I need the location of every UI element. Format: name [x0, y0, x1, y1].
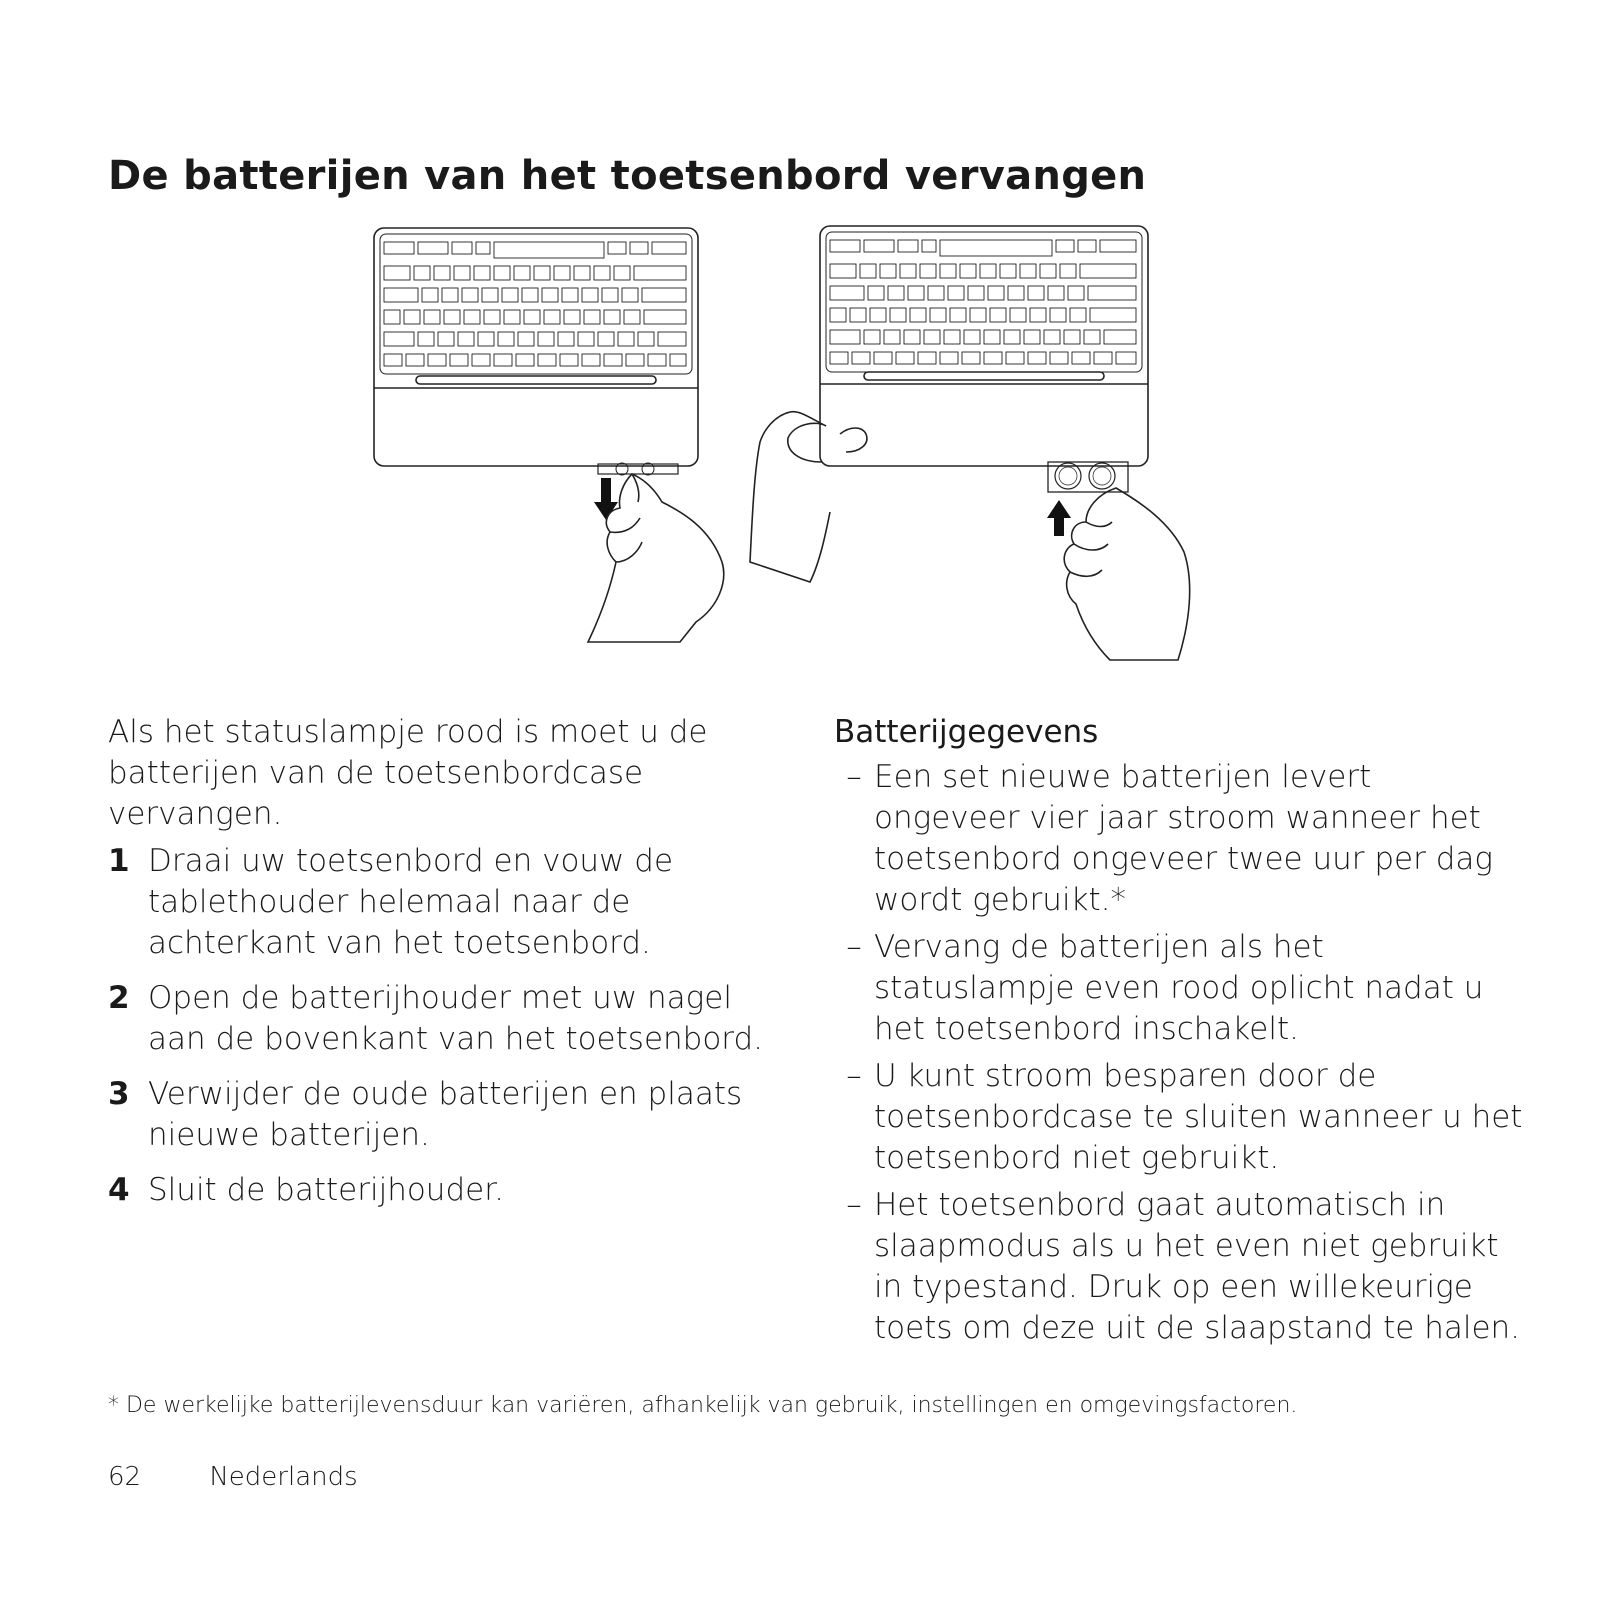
hand-icon — [1064, 488, 1189, 660]
step-text: Draai uw toetsenbord en vouw de tablethouder helemaal naar de achterkant van het toetsenbord. — [148, 843, 674, 961]
list-item — [108, 978, 788, 1060]
bullet-marker: – — [846, 759, 862, 795]
section-heading: Batterijgegevens — [834, 714, 1099, 750]
page-footer — [108, 1462, 358, 1492]
list-item — [108, 1074, 788, 1156]
bullet-marker: – — [846, 929, 862, 965]
step-text: Verwijder de oude batterijen en plaats nieuwe batterijen. — [148, 1076, 743, 1153]
language-label: Nederlands — [209, 1462, 358, 1492]
intro-text: Als het statuslampje rood is moet u de batterijen van de toetsenbordcase vervangen. — [108, 714, 708, 832]
bullet-marker: – — [846, 1058, 862, 1094]
step-number: 4 — [108, 1172, 130, 1208]
bullet-text: U kunt stroom besparen door de toetsenbordcase te sluiten wanneer u het toetsenbord niet gebruikt. — [874, 1058, 1523, 1176]
step-number: 3 — [108, 1076, 130, 1112]
list-item — [834, 927, 1524, 1050]
page-number: 62 — [108, 1462, 142, 1492]
bullet-text: Het toetsenbord gaat automatisch in slaapmodus als u het even niet gebruikt in typestand. Druk op een willekeurige toets om deze uit de slaapstand te halen. — [874, 1187, 1521, 1346]
step-number: 1 — [108, 843, 130, 879]
bullet-text: Vervang de batterijen als het statuslampje even rood oplicht nadat u het toetsenbord inschakelt. — [874, 929, 1484, 1047]
list-item — [108, 841, 788, 964]
hand-icon — [750, 412, 867, 582]
page-title: De batterijen van het toetsenbord vervangen — [108, 153, 1147, 199]
arrow-down-icon — [594, 478, 618, 520]
battery-illustration — [370, 222, 1230, 682]
battery-info-list — [834, 757, 1524, 1349]
list-item — [834, 1056, 1524, 1179]
step-text: Open de batterijhouder met uw nagel aan de bovenkant van het toetsenbord. — [148, 980, 764, 1057]
bullet-text: Een set nieuwe batterijen levert ongeveer vier jaar stroom wanneer het toetsenbord ongeveer twee uur per dag wordt gebruikt.* — [874, 759, 1494, 918]
footnote: * De werkelijke batterijlevensduur kan variëren, afhankelijk van gebruik, instellingen en omgevingsfactoren. — [108, 1393, 1298, 1418]
steps-list — [108, 841, 788, 1211]
bullet-marker: – — [846, 1187, 862, 1223]
keyboard-right-illustration — [820, 226, 1148, 492]
list-item — [834, 1185, 1524, 1349]
list-item — [108, 1170, 788, 1211]
step-number: 2 — [108, 980, 130, 1016]
step-text: Sluit de batterijhouder. — [148, 1172, 504, 1208]
keyboard-left-illustration — [374, 228, 698, 475]
battery-info-column — [834, 712, 1524, 1355]
arrow-up-icon — [1047, 500, 1071, 536]
list-item — [834, 757, 1524, 921]
instructions-column — [108, 712, 788, 1225]
